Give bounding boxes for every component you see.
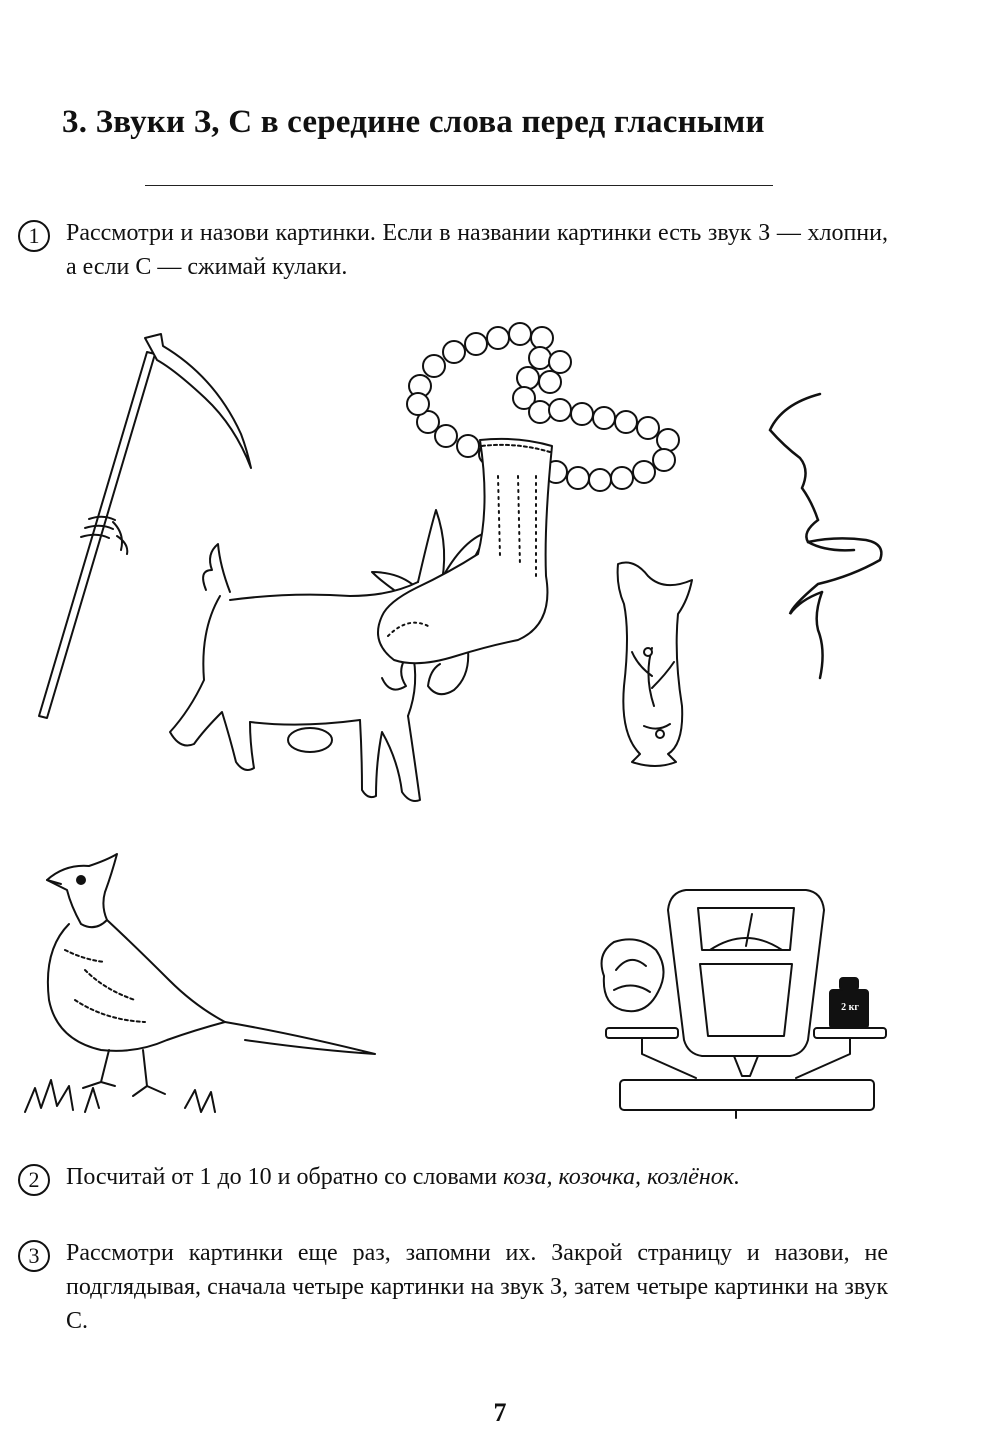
task-number: 1 bbox=[18, 220, 50, 252]
tongue-icon bbox=[762, 392, 892, 682]
page-number: 7 bbox=[493, 1398, 507, 1427]
task-3 bbox=[18, 1236, 888, 1338]
task-text-plain: Посчитай от 1 до 10 и обратно со словами bbox=[66, 1164, 504, 1190]
vase-icon bbox=[604, 556, 704, 770]
task-2 bbox=[18, 1160, 888, 1194]
page-title: 3. Звуки З, С в середине слова перед гласными bbox=[62, 104, 765, 140]
task-number: 3 bbox=[18, 1240, 50, 1272]
task-1 bbox=[18, 216, 888, 284]
task-text-italic: коза, козочка, козлёнок. bbox=[503, 1164, 740, 1190]
task-text bbox=[66, 1160, 888, 1194]
sock-icon bbox=[368, 436, 568, 676]
task-text: Рассмотри и назови картинки. Если в названии картинки есть звук З — хлопни, а если С — сжимай кулаки. bbox=[66, 220, 888, 280]
scales-icon bbox=[586, 880, 886, 1120]
task-number: 2 bbox=[18, 1164, 50, 1196]
pheasant-icon bbox=[25, 850, 380, 1130]
weight-label: 2 кг bbox=[841, 1002, 859, 1013]
title-underline bbox=[145, 185, 773, 186]
task-text: Рассмотри картинки еще раз, запомни их. Закрой страницу и назови, не подглядывая, сначала четыре картинки на звук З, затем четыре картинки на звук С. bbox=[66, 1240, 888, 1334]
